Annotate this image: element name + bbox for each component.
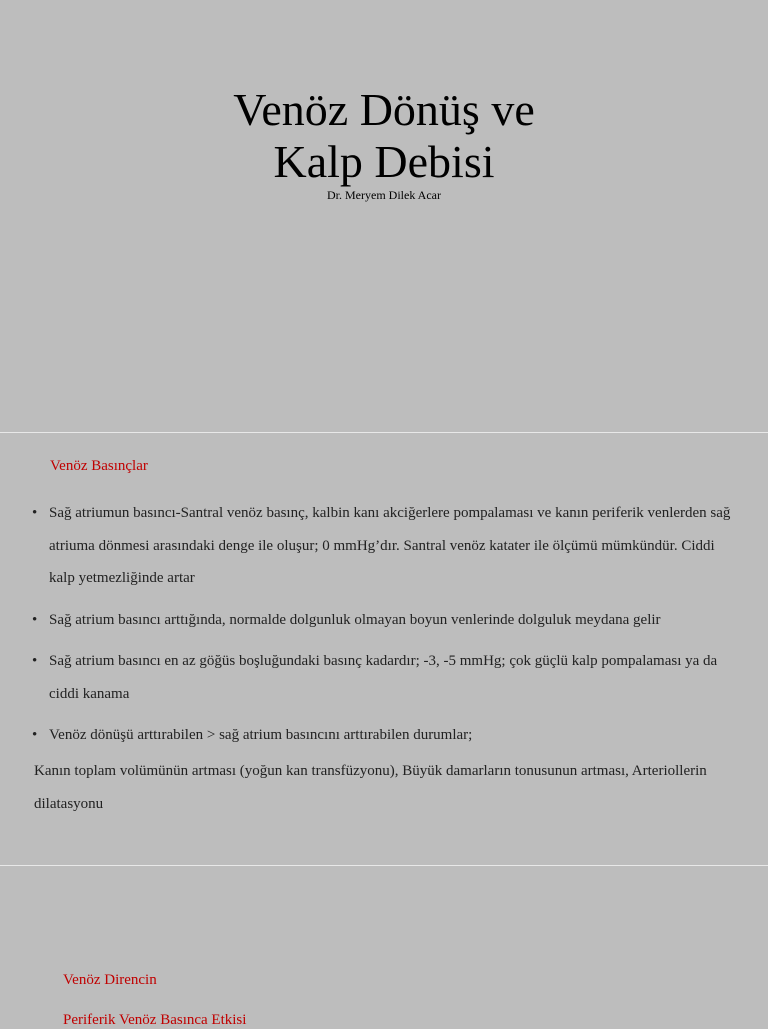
slide-heading: Venöz Basınçlar: [50, 458, 148, 474]
bullet-item: [32, 645, 732, 710]
slide-subheading: Periferik Venöz Basınca Etkisi: [63, 1012, 247, 1028]
bullet-icon: •: [32, 611, 38, 628]
bullet-icon: •: [32, 727, 38, 743]
slide-heading: Venöz Direncin: [63, 972, 157, 988]
body-paragraph: Kanın toplam volümünün artması (yoğun kan transfüzyonu), Büyük damarların tonusunun artması, Arteriollerin dilatasyonu: [34, 763, 707, 812]
author-name: Dr. Meryem Dilek Acar: [327, 188, 441, 202]
bullet-text: Sağ atriumun basıncı-Santral venöz basınç, kalbin kanı akciğerlere pompalaması ve kanın periferik venlerden sağ atriuma dönmesi arasındaki denge ile oluşur; 0 mmHg’dır. Santral venöz katater ile ölçümü mümkündür. Ciddi kalp yetmezliğinde artar: [49, 505, 731, 586]
bullet-icon: •: [32, 505, 38, 521]
bullet-item: [32, 497, 732, 595]
title-line-2: Kalp Debisi: [273, 136, 495, 187]
bullet-text: Sağ atrium basıncı en az göğüs boşluğundaki basınç kadardır; -3, -5 mmHg; çok güçlü kalp pompalaması ya da ciddi kanama: [49, 653, 718, 702]
bullet-text: Venöz dönüşü arttırabilen > sağ atrium basıncını arttırabilen durumlar;: [49, 727, 473, 743]
title-line-1: Venöz Dönüş ve: [233, 84, 535, 135]
bullet-item: [32, 604, 732, 637]
slide-title: [0, 84, 768, 188]
bullet-item: [32, 719, 732, 752]
bullet-text: Sağ atrium basıncı arttığında, normalde dolgunluk olmayan boyun venlerinde dolguluk meydana gelir: [49, 611, 661, 628]
content-slide-venoz-basinclar: [0, 433, 768, 865]
title-slide: [0, 0, 768, 432]
content-slide-venoz-direncin: [0, 866, 768, 1028]
bullet-list: [32, 497, 732, 761]
bullet-icon: •: [32, 653, 38, 669]
